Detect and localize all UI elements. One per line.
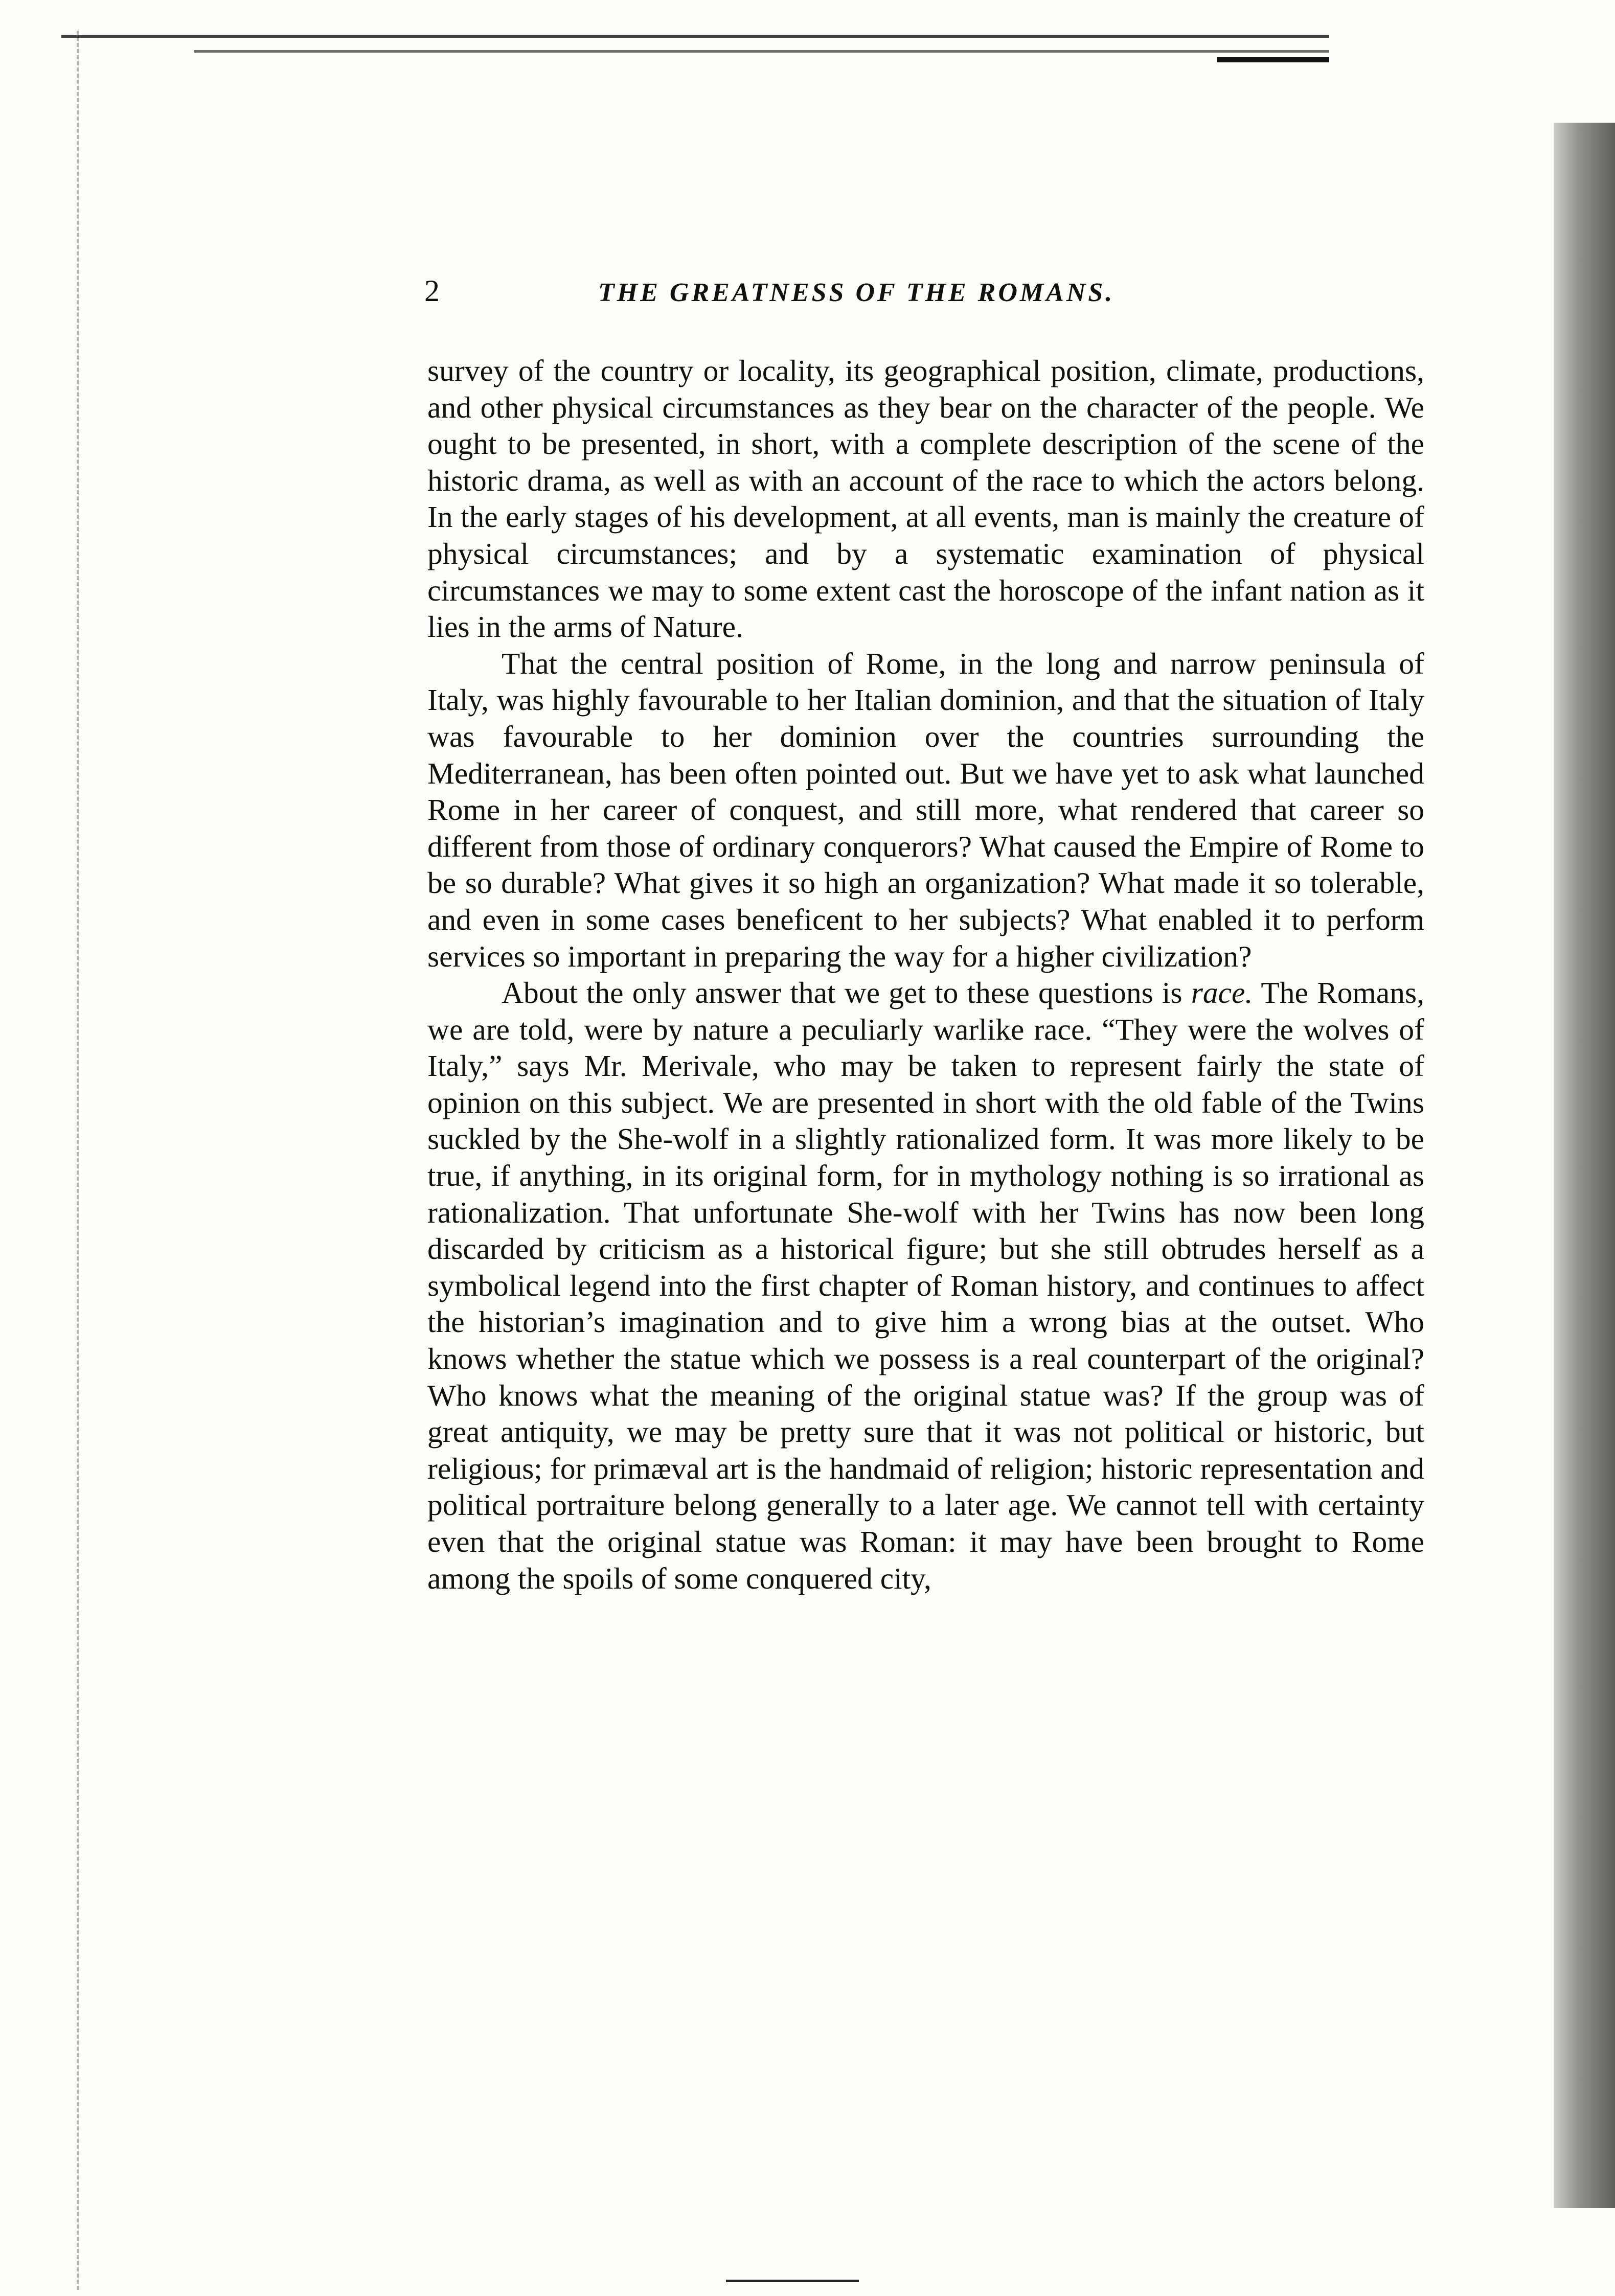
scan-artifact-edge-shadow bbox=[1554, 123, 1615, 2208]
scan-artifact-margin bbox=[77, 31, 181, 2290]
body-text bbox=[427, 353, 1424, 1597]
paragraph: That the central position of Rome, in the long and narrow peninsula of Italy, was highly favourable to her Italian dominion, and that the situation of Italy was favourable to her dominion over the countries surrounding the Mediterranean, has been often pointed out. But we have yet to ask what launched Rome in her career of conquest, and still more, what rendered that career so different from those of ordinary conquerors? What caused the Empire of Rome to be so durable? What gives it so high an organization? What made it so tolerable, and even in some cases beneficent to her subjects? What enabled it to perform services so important in preparing the way for a higher civilization? bbox=[427, 646, 1424, 973]
paragraph-intro: About the only answer that we get to these questions is bbox=[502, 976, 1191, 1010]
scan-artifact-rule bbox=[61, 35, 1329, 38]
paragraph: survey of the country or locality, its geographical position, climate, productions, and other physical circumstances as they bear on the character of the people. We ought to be presented, in short, with a complete description of the scene of the historic drama, as well as with an account of the race to which the actors belong. In the early stages of his development, at all events, man is mainly the creature of physical circumstances; and by a systematic examination of physical circumstances we may to some extent cast the horoscope of the infant nation as it lies in the arms of Nature. bbox=[427, 354, 1424, 644]
scan-artifact-mark bbox=[1217, 57, 1329, 62]
scan-artifact-rule bbox=[726, 2280, 859, 2282]
running-head: THE GREATNESS OF THE ROMANS. bbox=[598, 278, 1115, 307]
paragraph bbox=[427, 975, 1424, 1597]
paragraph-text: The Romans, we are told, were by nature a peculiarly warlike race. “They were the wolves of Italy,” says Mr. Merivale, who may be taken to represent fairly the state of opinion on this subject. We are presented in short with the old fable of the Twins suckled by the She-wolf in a slightly rationalized form. It was more likely to be true, if anything, in its original form, for in mythology nothing is so irrational as rationalization. That unfortunate She-wolf with her Twins has now been long discarded by criticism as a historical figure; but she still obtrudes herself as a symbolical legend into the first chapter of Roman history, and continues to affect the historian’s imagination and to give him a wrong bias at the outset. Who knows whether the statue which we possess is a real counterpart of the original? Who knows what the meaning of the original statue was? If the group was of great antiquity, we may be pretty sure that it was not political or historic, but religious; for primæval art is the handmaid of religion; historic representation and political portraiture belong generally to a later age. We cannot tell with certainty even that the original statue was Roman: it may have been brought to Rome among the spoils of some conquered city, bbox=[427, 976, 1424, 1595]
emphasis-word: race. bbox=[1191, 976, 1253, 1010]
scan-artifact-rule bbox=[194, 50, 1329, 53]
page-header bbox=[424, 273, 1426, 314]
page-number: 2 bbox=[424, 274, 440, 308]
